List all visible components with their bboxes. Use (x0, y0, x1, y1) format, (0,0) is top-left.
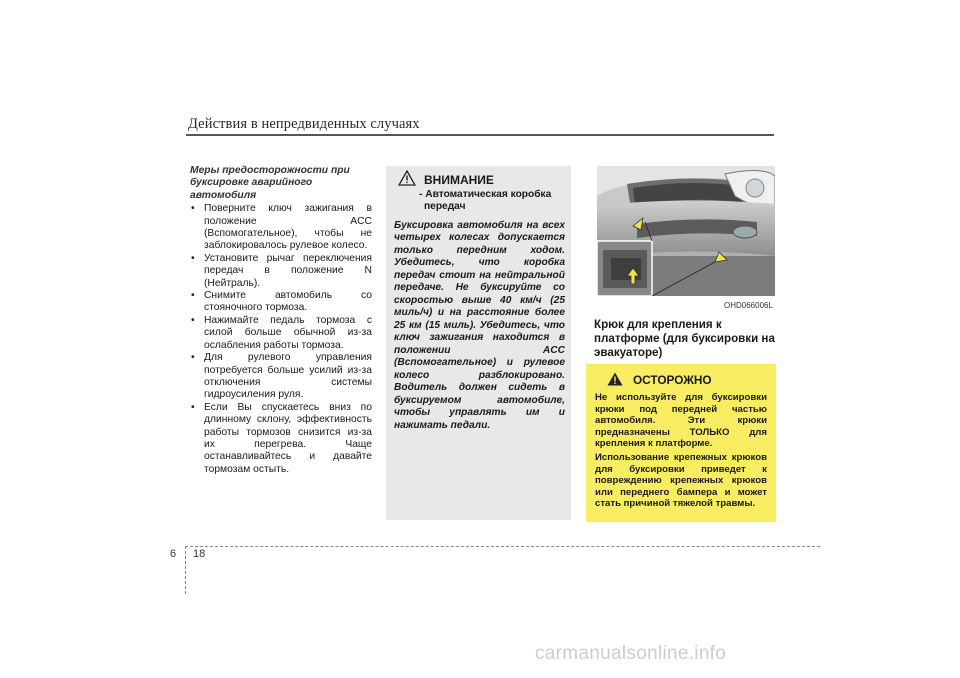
caution-box (586, 364, 776, 522)
tow-hook-photo (597, 166, 775, 296)
chapter-number: 6 (170, 548, 177, 560)
footer-divider (185, 546, 820, 547)
bullet-icon: • (191, 314, 195, 326)
warning-triangle-icon (398, 170, 416, 186)
warning-title: ВНИМАНИЕ (424, 173, 494, 187)
bullet-icon: • (191, 401, 195, 413)
bullet-icon: • (191, 290, 195, 302)
bullet-icon: • (191, 203, 195, 215)
caution-paragraph: Использование крепежных крюков для буксировки приведет к повреждению крепежных крюков или переднего бампера и может стать причиной тяжелой травмы. (595, 452, 767, 510)
caution-triangle-icon (607, 372, 623, 389)
list-item: • Установите рычаг переключения передач в положение N (Нейтраль). (191, 252, 372, 289)
list-item: • Снимите автомобиль со стояночного тормоза. (191, 290, 372, 314)
list-item: • Если Вы спускаетесь вниз по длинному склону, эффективность работы тормозов снизится из-за их перегрева. Чаще останавливайтесь и давайте тормозам остыть. (191, 401, 372, 475)
tow-hook-heading: Крюк для крепления к платформе (для буксировки на эвакуаторе) (594, 318, 775, 359)
list-item: • Поверните ключ зажигания в положение ACC (Вспомогательное), чтобы не заблокировалось рулевое колесо. (191, 203, 372, 252)
header-divider (186, 134, 774, 136)
precautions-list (190, 203, 372, 476)
towing-precautions-heading: Меры предосторожности при буксировке аварийного автомобиля (190, 165, 350, 201)
list-item: • Нажимайте педаль тормоза с силой больше обычной из-за ослабления работы тормоза. (191, 314, 372, 351)
warning-box (386, 166, 571, 520)
section-title: Действия в непредвиденных случаях (188, 116, 420, 132)
warning-text: Буксировка автомобиля на всех четырех колесах допускается только передним ходом. Убедитесь, что коробка передач стоит на нейтральной передаче. Не буксируйте со скоростью выше 40 км/ч (25 миль/ч) и на расстояние более 25 км (15 миль). Убедитесь, что ключ зажигания находится в положении ACC (Вспомогательное) и рулевое колесо разблокировано. Водитель должен сидеть в буксируемом автомобиле, чтобы управлять им и нажимать педали. (394, 219, 565, 431)
bullet-icon: • (191, 352, 195, 364)
warning-subtitle: - Автоматическая коробка передач (419, 188, 552, 212)
list-item: • Для рулевого управления потребуется больше усилий из-за отключения системы гидроусиления руля. (191, 352, 372, 401)
caution-paragraph: Не используйте для буксировки крюки под передней частью автомобиля. Эти крюки предназначены ТОЛЬКО для крепления к платформе. (595, 392, 767, 450)
watermark: carmanualsonline.info (535, 643, 727, 664)
caution-title: ОСТОРОЖНО (633, 373, 712, 387)
page-number: 18 (193, 548, 206, 560)
bullet-icon: • (191, 252, 195, 264)
figure-code: OHD066006L (724, 301, 773, 310)
car-front-illustration (597, 166, 775, 296)
towing-precautions (190, 165, 372, 476)
footer-vertical-divider (185, 546, 186, 594)
